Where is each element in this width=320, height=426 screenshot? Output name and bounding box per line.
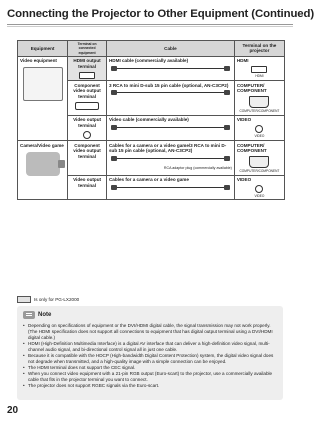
cable-label: Cables for a camera or a video game/3 RCA to mini D-sub 15 pin cable (optional, AN-C3CP2) (108, 142, 227, 154)
note-list (23, 323, 279, 389)
note-box (17, 306, 283, 400)
component-port-icon (75, 102, 99, 110)
list-item: • Depending on specifications of equipment or the DVI/HDMI digital cable, the signal transmission may not work properly. (The HDMI specification does not support all connections to equipment that has digital output terminal using a DVI/HDMI digital cable.) (23, 323, 279, 341)
projector-terminal-cell (234, 175, 284, 200)
cable-cell (106, 115, 234, 140)
list-item: • Because it is compatible with the HDCP (High-bandwidth Digital Content Protection) system, the digital video signal does not degrade when transmitted, and a high-quality image with a simple connection can be enjoyed. (23, 353, 279, 365)
equipment-label: Camera/Video game (20, 142, 64, 148)
note-heading: Note (38, 312, 52, 318)
legend-text: Is only for PG-LX2000 (34, 297, 80, 302)
dsub-terminal-caption: COMPUTER/COMPONENT (239, 169, 280, 174)
video-terminal-icon (255, 125, 263, 133)
connection-table (17, 40, 285, 200)
table-row (18, 56, 285, 80)
terminal-cell (68, 115, 107, 140)
projector-terminal-label: COMPUTER/ COMPONENT (236, 142, 267, 154)
dsub-terminal-icon (249, 156, 269, 168)
video-terminal-caption: VIDEO (254, 193, 265, 198)
video-terminal-icon (255, 185, 263, 193)
equipment-label: Video equipment (20, 58, 57, 64)
camera-cable-icon (113, 187, 228, 193)
dsub-terminal-caption: COMPUTER/COMPONENT (239, 109, 280, 114)
note-icon (23, 311, 35, 319)
rca-to-dsub-cable-icon (113, 158, 228, 164)
hdmi-port-icon (79, 72, 95, 79)
table-row (18, 141, 285, 175)
projector-terminal-cell (234, 141, 284, 175)
cable-cell (106, 56, 234, 80)
projector-terminal-cell (234, 56, 284, 80)
terminal-label: Component video output terminal (73, 82, 101, 100)
cable-cell (106, 175, 234, 200)
terminal-cell (68, 141, 107, 175)
terminal-label: Video output terminal (73, 177, 102, 188)
video-equipment-illustration (23, 67, 63, 101)
projector-terminal-label: VIDEO (236, 177, 252, 183)
video-terminal-caption: VIDEO (254, 133, 265, 138)
header-terminal-projector: Terminal on the projector (234, 41, 284, 57)
video-port-icon (83, 131, 91, 139)
video-cable-icon (113, 127, 228, 133)
header-terminal-connected: Terminal on connected equipment (68, 41, 107, 57)
list-item: • When you connect video equipment with a 21-pin RGB output (Euro-scart) to the projector, use a commercially available cable that fits in the projector terminal you want to connect. (23, 371, 279, 383)
page-number: 20 (7, 405, 19, 416)
projector-terminal-cell (234, 115, 284, 140)
equipment-cell (18, 141, 68, 200)
header-cable: Cable (106, 41, 234, 57)
legend (17, 296, 79, 303)
terminal-label: Video output terminal (73, 117, 102, 128)
terminal-label: HDMI output terminal (73, 58, 101, 69)
hdmi-terminal-icon (251, 66, 267, 73)
hdmi-cable-icon (113, 68, 228, 74)
cable-cell (106, 81, 234, 115)
rca-to-dsub-cable-icon (113, 92, 228, 98)
equipment-cell (18, 56, 68, 140)
list-item: • The projector does not support RGBC signals via the Euro-scart. (23, 383, 279, 389)
list-item: • HDMI (High-Definition Multimedia Interface) is a digital AV interface that can deliver a high-definition video signal, multi-channel audio signal, and bi-directional control signal all in just one cable. (23, 341, 279, 353)
terminal-cell (68, 56, 107, 80)
header-equipment: Equipment (18, 41, 68, 57)
cable-cell (106, 141, 234, 175)
cable-label: 3 RCA to mini D-sub 15 pin cable (optional, AN-C3CP2) (108, 82, 229, 88)
cable-label: HDMI cable (commercially available) (108, 58, 189, 64)
projector-terminal-cell (234, 81, 284, 115)
terminal-cell (68, 81, 107, 115)
rca-adaptor-label: RCA adaptor plug (commercially available) (163, 166, 232, 171)
terminal-cell (68, 175, 107, 200)
list-item: • The HDMI terminal does not support the CEC signal. (23, 365, 279, 371)
cable-label: Video cable (commercially available) (108, 117, 189, 123)
note-header (23, 311, 51, 319)
camcorder-illustration (26, 152, 60, 176)
legend-swatch (17, 296, 31, 303)
dsub-terminal-icon (249, 96, 269, 108)
cable-label: Cables for a camera or a video game (108, 177, 189, 183)
projector-terminal-label: COMPUTER/ COMPONENT (236, 82, 267, 94)
page-title: Connecting the Projector to Other Equipment (Continued) (7, 8, 293, 25)
terminal-label: Component video output terminal (73, 142, 101, 160)
projector-terminal-label: HDMI (236, 58, 249, 64)
projector-terminal-label: VIDEO (236, 117, 252, 123)
hdmi-terminal-caption: HDMI (255, 73, 264, 78)
